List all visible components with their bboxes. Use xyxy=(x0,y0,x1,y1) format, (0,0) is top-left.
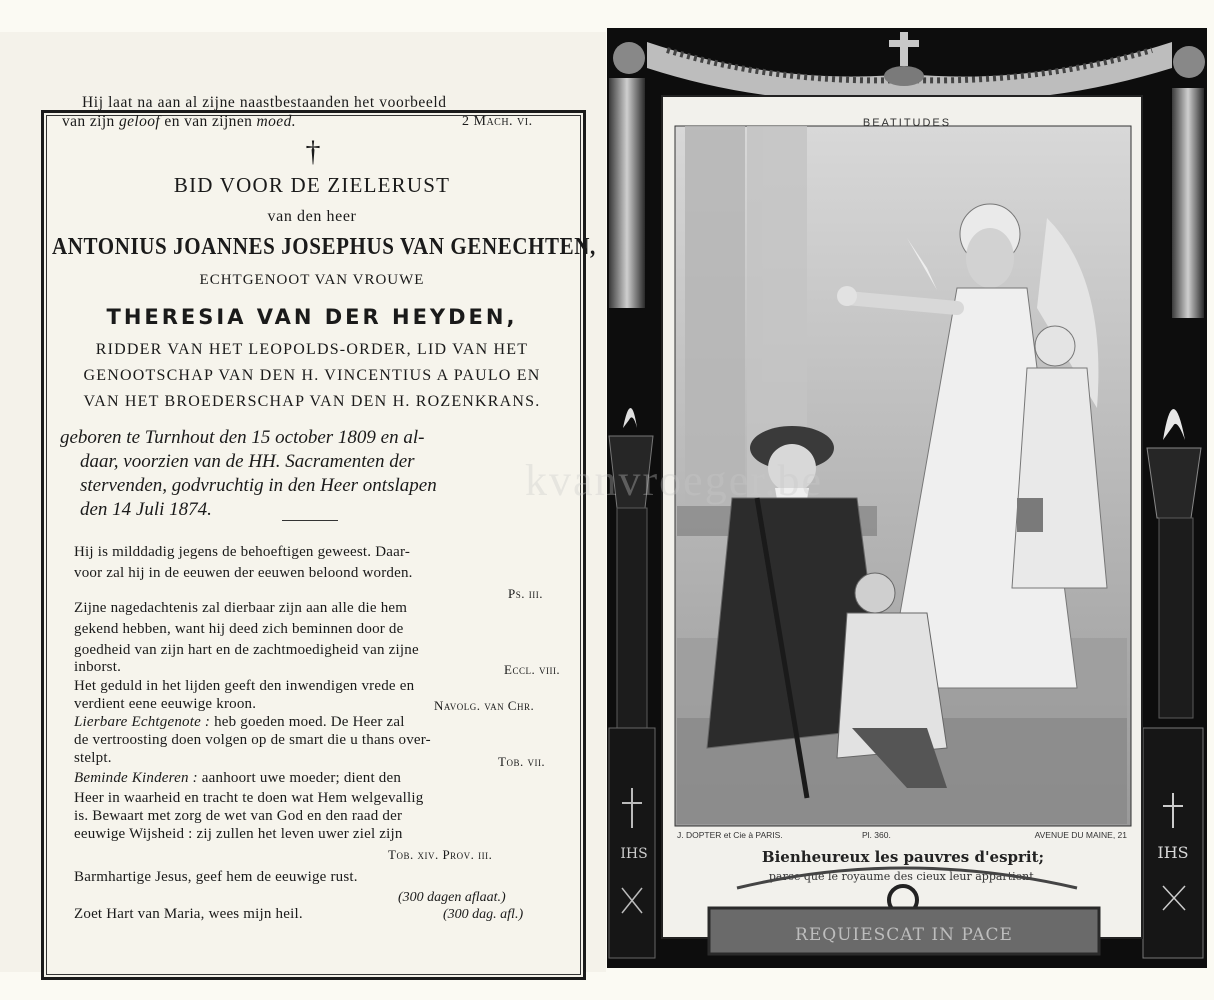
verse-line: Heer in waarheid en tracht te doen wat Hem welgevallig xyxy=(74,790,424,806)
verse-line: de vertroosting doen volgen op de smart die u thans over- xyxy=(74,732,431,748)
verse-reference: Ps. iii. xyxy=(508,586,543,601)
verse-reference: Tob. xiv. Prov. iii. xyxy=(388,847,493,862)
spouse-name: THERESIA VAN DER HEYDEN, xyxy=(106,305,518,329)
honorific-line: RIDDER VAN HET LEOPOLDS-ORDER, LID VAN HET xyxy=(95,341,529,358)
verse-line: inborst. xyxy=(74,659,122,675)
divider xyxy=(282,520,338,521)
ihs-monogram-right: IHS xyxy=(1157,843,1189,862)
verse-line: voor zal hij in de eeuwen der eeuwen beloond worden. xyxy=(74,565,413,581)
birth-death-line: den 14 Juli 1874. xyxy=(80,499,212,520)
verse-reference: Eccl. viii. xyxy=(504,662,561,677)
cross-icon: † xyxy=(305,135,321,168)
prayer-line: Zoet Hart van Maria, wees mijn heil. xyxy=(74,906,303,922)
verse-line: verdient eene eeuwige kroon. xyxy=(74,696,257,712)
publisher-left: J. DOPTER et Cie à PARIS. xyxy=(677,830,783,840)
honorific-line: GENOOTSCHAP VAN DEN H. VINCENTIUS A PAULO EN xyxy=(83,367,541,384)
birth-death-line: geboren te Turnhout den 15 october 1809 en al- xyxy=(60,427,425,448)
indulgence-note: (300 dagen aflaat.) xyxy=(398,890,506,905)
verse-line: Hij is milddadig jegens de behoeftigen geweest. Daar- xyxy=(74,544,411,560)
verse-line: Beminde Kinderen : aanhoort uwe moeder; dient den xyxy=(74,770,402,786)
publisher-right: AVENUE DU MAINE, 21 xyxy=(1034,830,1127,840)
indulgence-note: (300 dag. afl.) xyxy=(443,907,524,922)
van-den-heer: van den heer xyxy=(267,208,357,225)
honorific-line: VAN HET BROEDERSCHAP VAN DEN H. ROZENKRANS. xyxy=(83,393,541,410)
plate-banner: BEATITUDES xyxy=(862,117,952,129)
address-lead: Beminde Kinderen : xyxy=(74,770,198,786)
left-drape-tassel xyxy=(609,78,645,308)
beatitude-subcaption: parce que le royaume des cieux leur appartient. xyxy=(768,870,1038,883)
verse-line: goedheid van zijn hart en de zachtmoedigheid van zijne xyxy=(74,642,419,658)
verse-reference: Tob. vii. xyxy=(498,754,546,769)
requiescat-text: REQUIESCAT IN PACE xyxy=(795,925,1013,945)
address-lead: Lierbare Echtgenote : xyxy=(74,714,211,730)
prayer-heading: BID VOOR DE ZIELERUST xyxy=(173,173,451,197)
prayer-line: Barmhartige Jesus, geef hem de eeuwige rust. xyxy=(74,869,358,885)
beatitude-caption: Bienheureux les pauvres d'esprit; xyxy=(761,848,1045,866)
verse-line: is. Bewaart met zorg de wet van God en den raad der xyxy=(74,808,403,824)
epigraph-line-1: Hij laat na aan al zijne naastbestaanden het voorbeeld xyxy=(82,94,447,111)
site-watermark: kvanvroeger.be xyxy=(525,456,823,505)
epigraph-line-2: van zijn geloof en van zijnen moed. xyxy=(62,113,296,130)
verse-line: eeuwige Wijsheid : zij zullen het leven uwer ziel zijn xyxy=(74,826,403,842)
verse-line: Zijne nagedachtenis zal dierbaar zijn aan alle die hem xyxy=(74,600,408,616)
verse-line: Lierbare Echtgenote : heb goeden moed. De Heer zal xyxy=(74,714,405,730)
ihs-monogram-left: IHS xyxy=(620,846,648,862)
verse-reference: Navolg. van Chr. xyxy=(434,698,535,713)
verse-line: gekend hebben, want hij deed zich beminnen door de xyxy=(74,621,404,637)
birth-death-line: daar, voorzien van de HH. Sacramenten der xyxy=(80,451,415,472)
plate-number: Pl. 360. xyxy=(862,830,891,840)
birth-death-line: stervenden, godvruchtig in den Heer ontslapen xyxy=(80,475,437,496)
deceased-name: ANTONIUS JOANNES JOSEPHUS VAN GENECHTEN, xyxy=(52,232,596,260)
epigraph-reference: 2 Mach. vi. xyxy=(462,114,533,129)
spouse-intro: ECHTGENOOT VAN VROUWE xyxy=(199,272,425,288)
verse-line: Het geduld in het lijden geeft den inwendigen vrede en xyxy=(74,678,415,694)
verse-line: stelpt. xyxy=(74,750,112,766)
right-drape-tassel xyxy=(1172,88,1204,318)
